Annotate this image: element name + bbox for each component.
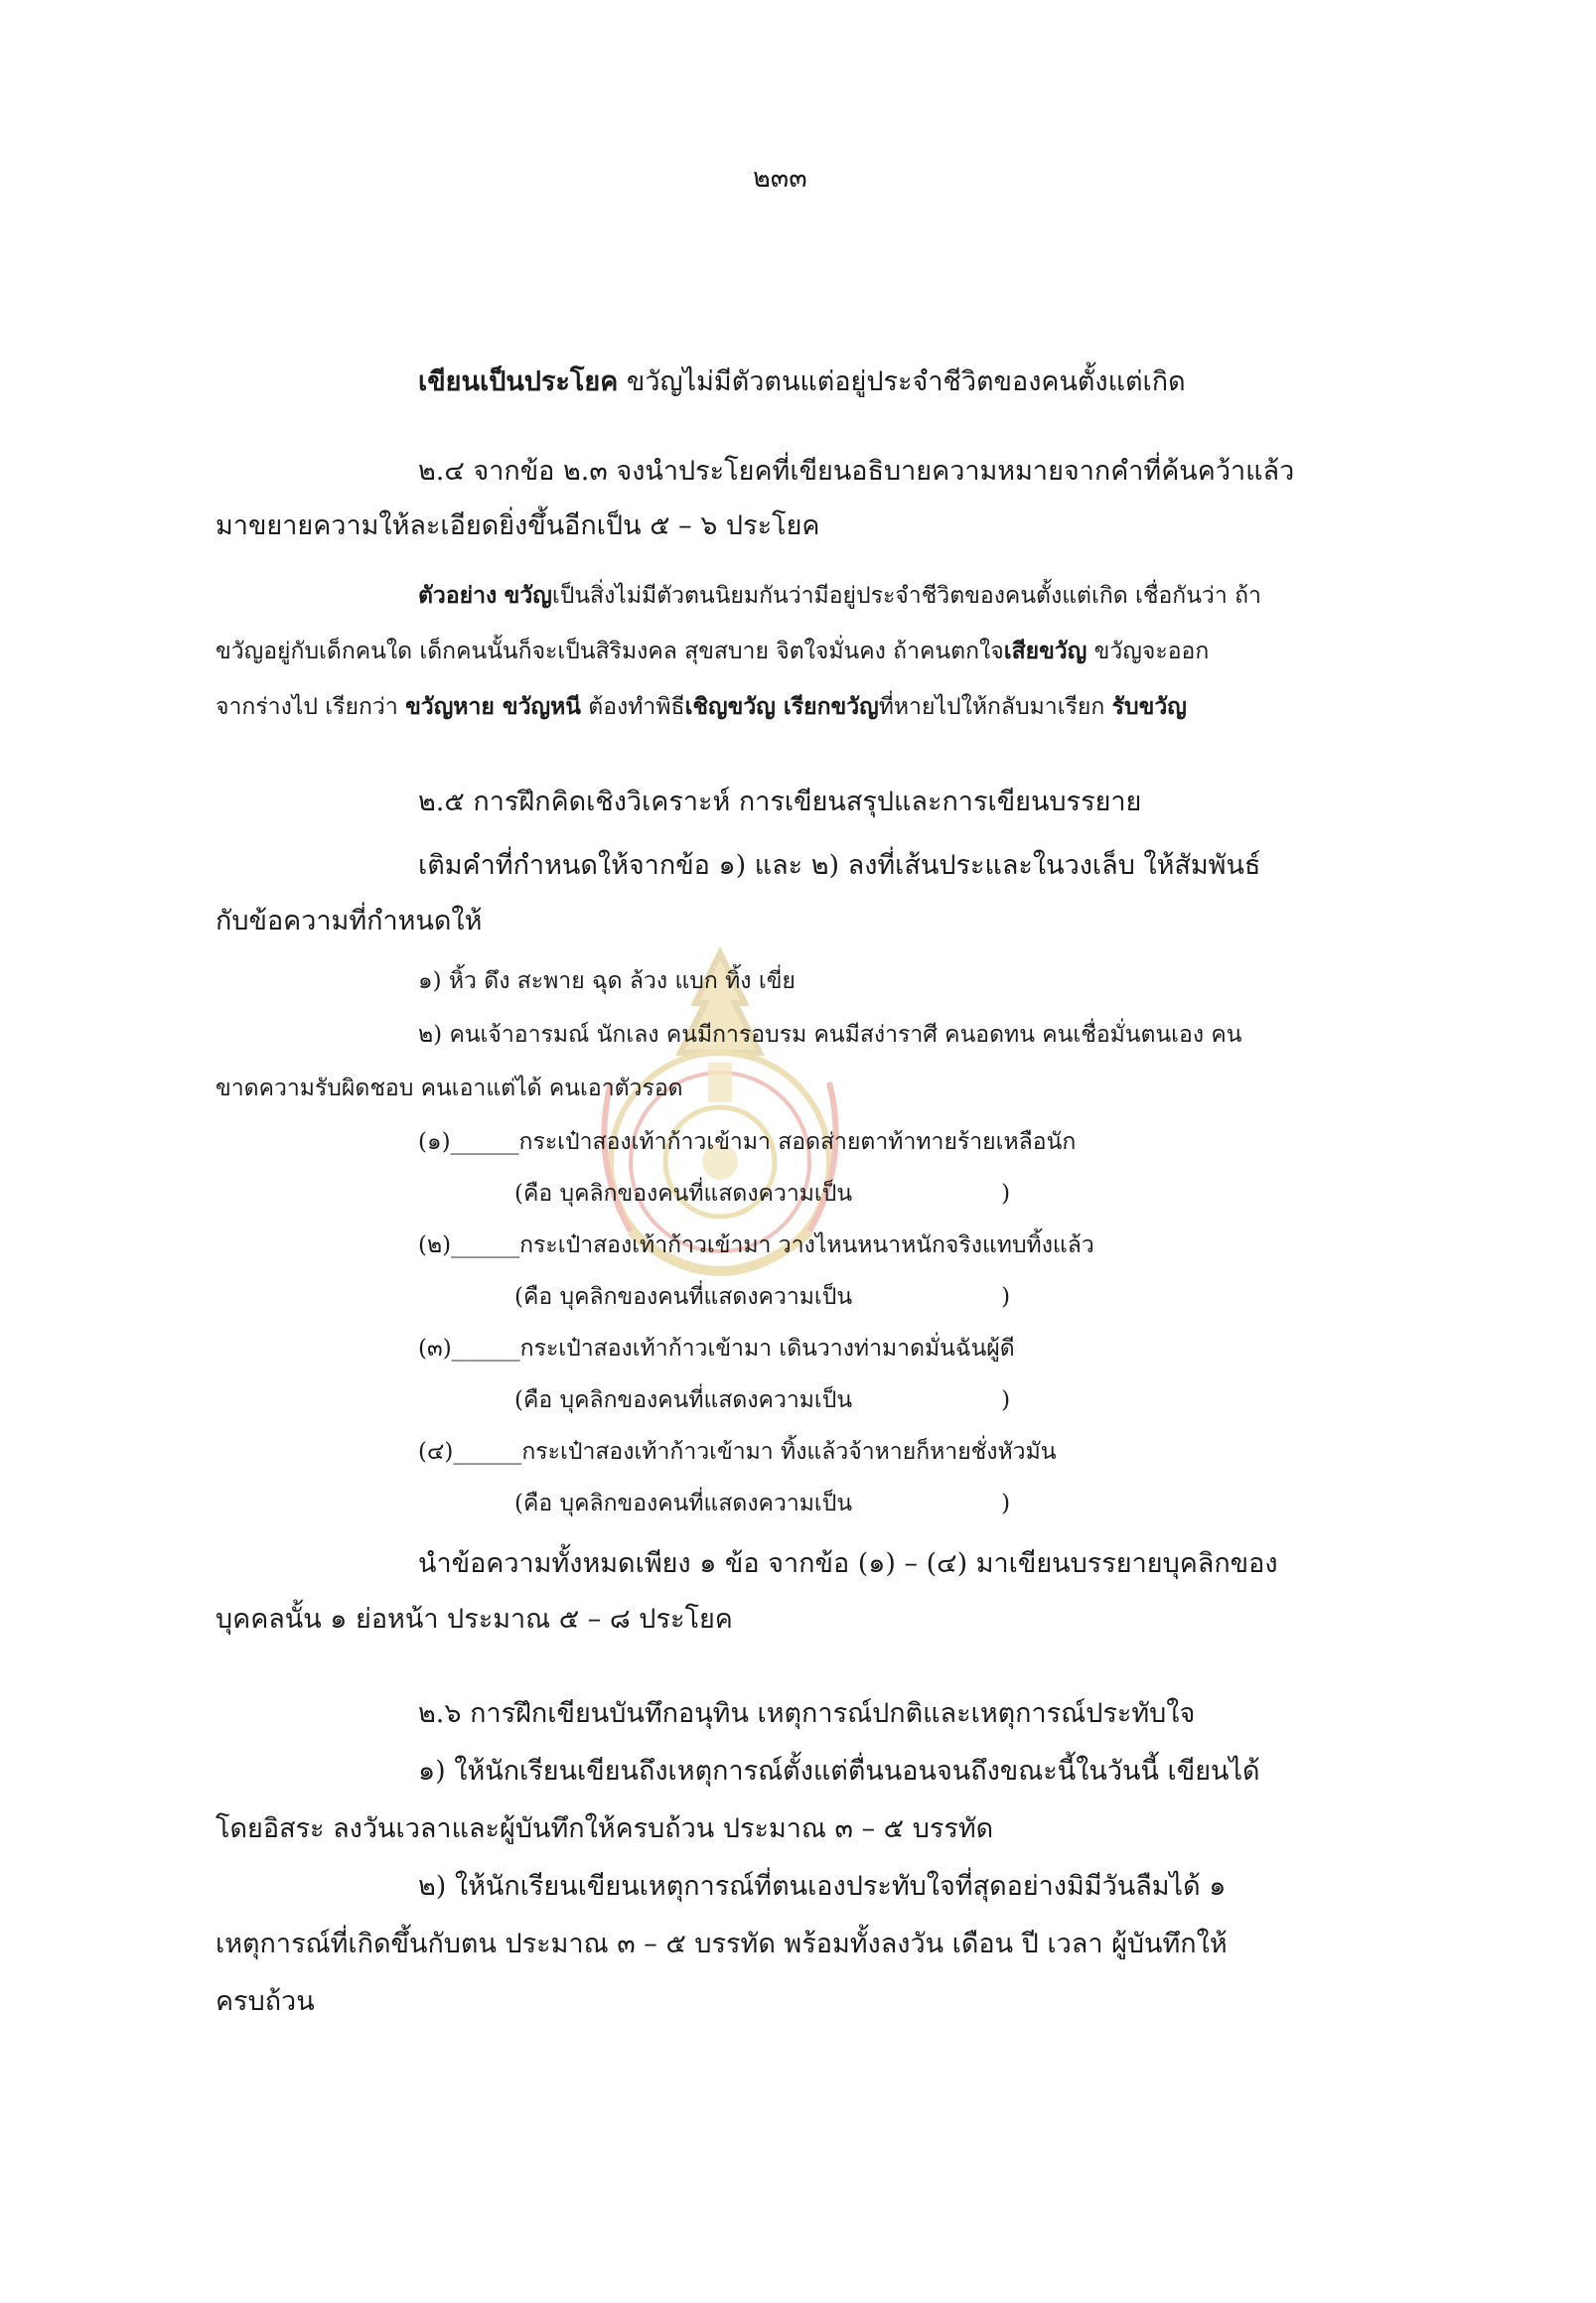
section-2-5-instruction: เติมคำที่กำหนดให้จากข้อ ๑) และ ๒) ลงที่เส้นประและในวงเล็บ ให้สัมพันธ์ [418, 850, 1261, 881]
fill-item-4 [418, 1432, 1056, 1472]
fill-item-1 [418, 1122, 1076, 1162]
paren-text: (คือ บุคลิกของคนที่แสดงความเป็น [514, 1284, 853, 1310]
word-list-2-cont: ขาดความรับผิดชอบ คนเอาแต่ได้ คนเอาตัวรอด [216, 1076, 683, 1101]
example-bold-3a: ขวัญหาย ขวัญหนี [405, 693, 581, 720]
section-2-6-item-2-cont: เหตุการณ์ที่เกิดขึ้นกับตน ประมาณ ๓ – ๕ บรรทัด พร้อมทั้งลงวัน เดือน ปี เวลา ผู้บันทึกให้ [216, 1929, 1228, 1959]
paren-close: ) [1001, 1491, 1011, 1516]
section-2-6-item-2: ๒) ให้นักเรียนเขียนเหตุการณ์ที่ตนเองประทับใจที่สุดอย่างมิมีวันลืมได้ ๑ [418, 1871, 1227, 1902]
example-bold-2: เสียขวัญ [1003, 638, 1088, 664]
item-text: กระเป๋าสองเท้าก้าวเข้ามา ทิ้งแล้วจ้าหายก็หายชั่งหัวมัน [521, 1439, 1057, 1465]
example-line-3 [216, 687, 1187, 727]
example-line-2 [216, 632, 1209, 671]
example-text-2a: ขวัญอยู่กับเด็กคนใด เด็กคนนั้นก็จะเป็นสิริมงคล สุขสบาย จิตใจมั่นคง ถ้าคนตกใจ [216, 639, 1004, 664]
paren-close: ) [1001, 1284, 1011, 1310]
section-2-4-continuation: มาขยายความให้ละเอียดยิ่งขึ้นอีกเป็น ๕ – ๖ ประโยค [216, 510, 820, 541]
example-text-3c: ที่หายไปให้กลับมาเรียก [878, 694, 1112, 720]
page-number: ๒๓๓ [753, 163, 807, 194]
intro-text: ขวัญไม่มีตัวตนแต่อยู่ประจำชีวิตของคนตั้งแต่เกิด [626, 366, 1186, 397]
paren-close: ) [1001, 1181, 1011, 1207]
section-2-6-item-1: ๑) ให้นักเรียนเขียนถึงเหตุการณ์ตั้งแต่ตื่นนอนจนถึงขณะนี้ในวันนี้ เขียนได้ [418, 1756, 1260, 1787]
section-2-5-instruction-cont: กับข้อความที่กำหนดให้ [216, 906, 483, 936]
section-2-6-item-2-end: ครบถ้วน [216, 1986, 315, 2017]
example-text-1: เป็นสิ่งไม่มีตัวตนนิยมกันว่ามีอยู่ประจำชีวิตของคนตั้งแต่เกิด เชื่อกันว่า ถ้า [551, 583, 1261, 609]
fill-item-2-paren [514, 1277, 1010, 1317]
example-keyword: ขวัญ [504, 582, 552, 609]
item-number: (๒) [418, 1232, 452, 1258]
example-text-2b: ขวัญจะออก [1087, 639, 1210, 664]
fill-item-2 [418, 1225, 1094, 1265]
fill-item-3-paren [514, 1380, 1010, 1420]
item-text: กระเป๋าสองเท้าก้าวเข้ามา สอดส่ายตาท้าทายร้ายเหลือนัก [518, 1129, 1077, 1155]
section-2-5-heading: ๒.๕ การฝึกคิดเชิงวิเคราะห์ การเขียนสรุปและการเขียนบรรยาย [418, 787, 1142, 817]
item-text: กระเป๋าสองเท้าก้าวเข้ามา วางไหนหนาหนักจริงแทบทิ้งแล้ว [519, 1232, 1094, 1258]
paren-text: (คือ บุคลิกของคนที่แสดงความเป็น [514, 1491, 853, 1516]
fill-item-3 [418, 1329, 1015, 1368]
paren-text: (คือ บุคลิกของคนที่แสดงความเป็น [514, 1387, 853, 1413]
blank-line[interactable]: ______ [453, 1439, 522, 1465]
word-list-1: ๑) หิ้ว ดึง สะพาย ฉุด ล้วง แบก ทิ้ง เขี่ย [418, 968, 796, 994]
blank-line[interactable]: ______ [450, 1129, 519, 1155]
fill-item-1-paren [514, 1174, 1010, 1214]
blank-line[interactable]: ______ [451, 1232, 520, 1258]
section-2-4-heading: ๒.๔ จากข้อ ๒.๓ จงนำประโยคที่เขียนอธิบายความหมายจากคำที่ค้นคว้าแล้ว [418, 456, 1295, 487]
item-number: (๓) [418, 1336, 452, 1362]
word-list-2: ๒) คนเจ้าอารมณ์ นักเลง คนมีการอบรม คนมีสง่าราศี คนอดทน คนเชื่อมั่นตนเอง คน [418, 1022, 1242, 1048]
item-number: (๑) [418, 1129, 451, 1155]
example-line-1 [418, 576, 1261, 616]
section-2-5-closing: นำข้อความทั้งหมดเพียง ๑ ข้อ จากข้อ (๑) – (๔) มาเขียนบรรยายบุคลิกของ [418, 1548, 1278, 1579]
example-text-3a: จากร่างไป เรียกว่า [216, 694, 406, 720]
fill-item-4-paren [514, 1484, 1010, 1523]
example-text-3b: ต้องทำพิธี [580, 694, 685, 720]
example-label: ตัวอย่าง [418, 582, 498, 609]
paren-text: (คือ บุคลิกของคนที่แสดงความเป็น [514, 1181, 853, 1207]
example-bold-3b: เชิญขวัญ เรียกขวัญ [684, 693, 879, 720]
example-bold-3c: รับขวัญ [1111, 693, 1187, 720]
intro-label: เขียนเป็นประโยค [418, 366, 619, 397]
blank-line[interactable]: ______ [451, 1336, 520, 1362]
section-2-5-closing-cont: บุคคลนั้น ๑ ย่อหน้า ประมาณ ๕ – ๘ ประโยค [216, 1604, 733, 1635]
section-2-6-heading: ๒.๖ การฝึกเขียนบันทึกอนุทิน เหตุการณ์ปกติและเหตุการณ์ประทับใจ [418, 1698, 1196, 1729]
item-number: (๔) [418, 1439, 454, 1465]
paren-close: ) [1001, 1387, 1011, 1413]
section-2-6-item-1-cont: โดยอิสระ ลงวันเวลาและผู้บันทึกให้ครบถ้วน ประมาณ ๓ – ๕ บรรทัด [216, 1813, 994, 1844]
item-text: กระเป๋าสองเท้าก้าวเข้ามา เดินวางท่ามาดมั่นฉันผู้ดี [519, 1336, 1015, 1362]
intro-line [418, 362, 1186, 402]
